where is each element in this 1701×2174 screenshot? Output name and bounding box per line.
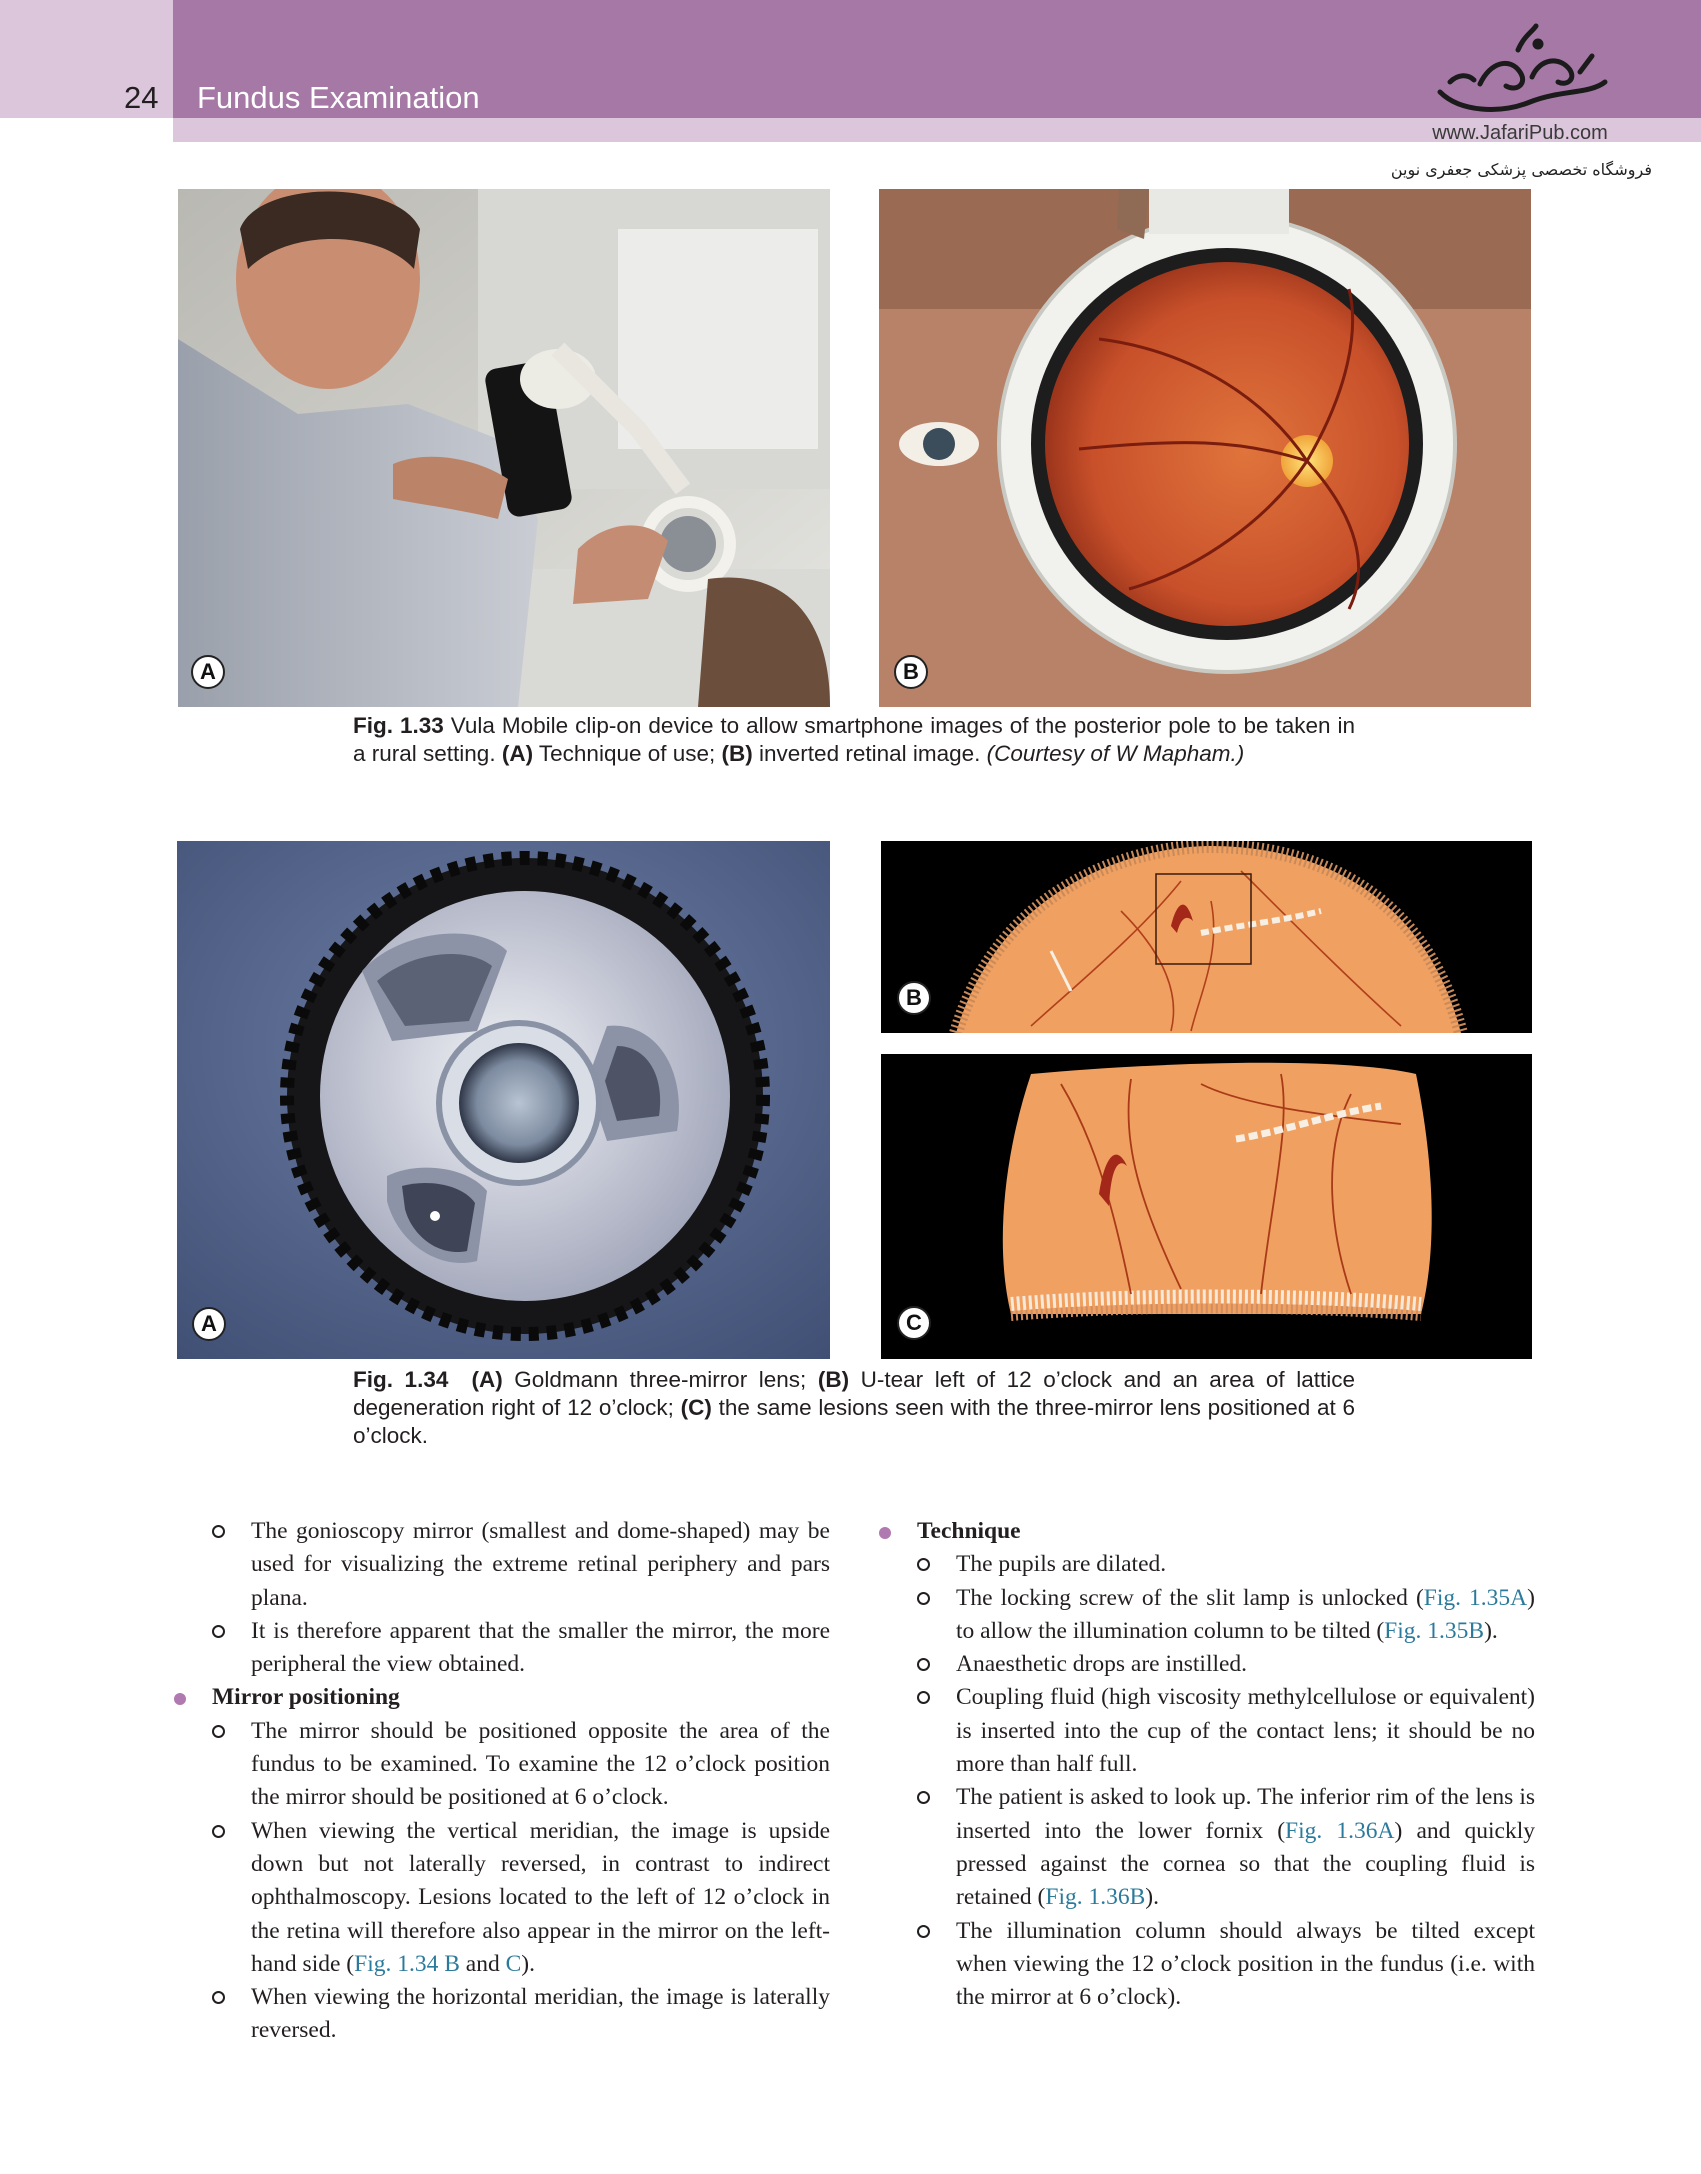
panel-label-a: A: [192, 1307, 226, 1341]
panel-label-c: C: [897, 1306, 931, 1340]
figure-credit: (Courtesy of W Mapham.): [986, 741, 1245, 766]
fundus-drawing-mirror-view-image: [881, 1054, 1532, 1359]
section-bullet: [875, 1515, 1535, 1548]
right-text-column: [875, 1515, 1535, 2014]
mirror-positioning-heading: Mirror positioning: [212, 1684, 400, 1711]
fundus-drawing-u-tear-image: [881, 841, 1532, 1033]
figure-1-34-panel-a: [177, 841, 830, 1359]
inverted-retinal-image: [879, 189, 1531, 707]
figure-number: Fig. 1.34: [353, 1367, 449, 1392]
three-mirror-lens-image: [177, 841, 830, 1359]
list-item: When viewing the horizontal meridian, the image is laterally reversed.: [170, 1981, 830, 2048]
figure-link[interactable]: Fig. 1.34 B: [354, 1950, 460, 1977]
watermark-subtitle: فروشگاه تخصصی پزشکی جعفری نوین: [1390, 160, 1652, 179]
list-item: Anaesthetic drops are instilled.: [875, 1648, 1535, 1681]
running-title: Fundus Examination: [197, 80, 480, 115]
left-text-column: [170, 1515, 830, 2048]
list-item: It is therefore apparent that the smaller the mirror, the more peripheral the view obtained.: [170, 1615, 830, 1682]
section-bullet: [170, 1681, 830, 1714]
list-item: Coupling fluid (high viscosity methylcellulose or equivalent) is inserted into the cup of the contact lens; it should be no more than half full.: [875, 1681, 1535, 1781]
list-item: The illumination column should always be tilted except when viewing the 12 o’clock position in the fundus (i.e. with the mirror at 6 o’clock).: [875, 1915, 1535, 2015]
figure-link[interactable]: Fig. 1.35A: [1423, 1584, 1528, 1611]
figure-1-34-panel-c: [881, 1054, 1532, 1359]
panel-label-b: B: [894, 655, 928, 689]
page-number: 24: [124, 80, 159, 115]
figure-link[interactable]: Fig. 1.35B: [1384, 1617, 1485, 1644]
list-item: The gonioscopy mirror (smallest and dome-shaped) may be used for visualizing the extreme retinal periphery and pars plana.: [170, 1515, 830, 1615]
panel-label-a: A: [191, 655, 225, 689]
list-item: The pupils are dilated.: [875, 1548, 1535, 1581]
watermark-url: www.JafariPub.com: [1432, 122, 1608, 144]
panel-label-b: B: [897, 981, 931, 1015]
figure-link[interactable]: Fig. 1.36B: [1045, 1884, 1146, 1911]
list-item: The patient is asked to look up. The inferior rim of the lens is inserted into the lower fornix (Fig. 1.36A) and quickly pressed against the cornea so that the coupling fluid is retained (Fig. 1.36B).: [875, 1781, 1535, 1914]
list-item: The locking screw of the slit lamp is unlocked (Fig. 1.35A) to allow the illumination column to be tilted (Fig. 1.35B).: [875, 1582, 1535, 1649]
list-item: The mirror should be positioned opposite the area of the fundus to be examined. To examine the 12 o’clock position the mirror should be positioned at 6 o’clock.: [170, 1715, 830, 1815]
list-item: When viewing the vertical meridian, the image is upside down but not laterally reversed, in contrast to indirect ophthalmoscopy. Lesions located to the left of 12 o’clock in the retina will therefore also appear in the mirror on the left-hand side (Fig. 1.34 B and C).: [170, 1815, 830, 1981]
figure-1-33-panel-b: [879, 189, 1531, 707]
publisher-logo-icon: [1420, 22, 1620, 122]
technique-heading: Technique: [917, 1518, 1021, 1544]
figure-1-34-panel-b: [881, 841, 1532, 1033]
figure-1-34-caption: Fig. 1.34 (A) Goldmann three-mirror lens; (B) U-tear left of 12 o’clock and an area of lattice degeneration right of 12 o’clock; (C) the same lesions seen with the three-mirror lens positioned at 6 o’clock.: [353, 1367, 1355, 1448]
figure-1-33-panel-a: [178, 189, 830, 707]
figure-link[interactable]: Fig. 1.36A: [1285, 1817, 1395, 1844]
figure-1-33-caption: Fig. 1.33 Vula Mobile clip-on device to allow smartphone images of the posterior pole to be taken in a rural setting. (A) Technique of use; (B) inverted retinal image. (Courtesy of W Mapham.): [353, 713, 1355, 766]
clinician-photo-image: [178, 189, 830, 707]
figure-link[interactable]: C: [505, 1950, 522, 1977]
figure-number: Fig. 1.33: [353, 713, 444, 738]
